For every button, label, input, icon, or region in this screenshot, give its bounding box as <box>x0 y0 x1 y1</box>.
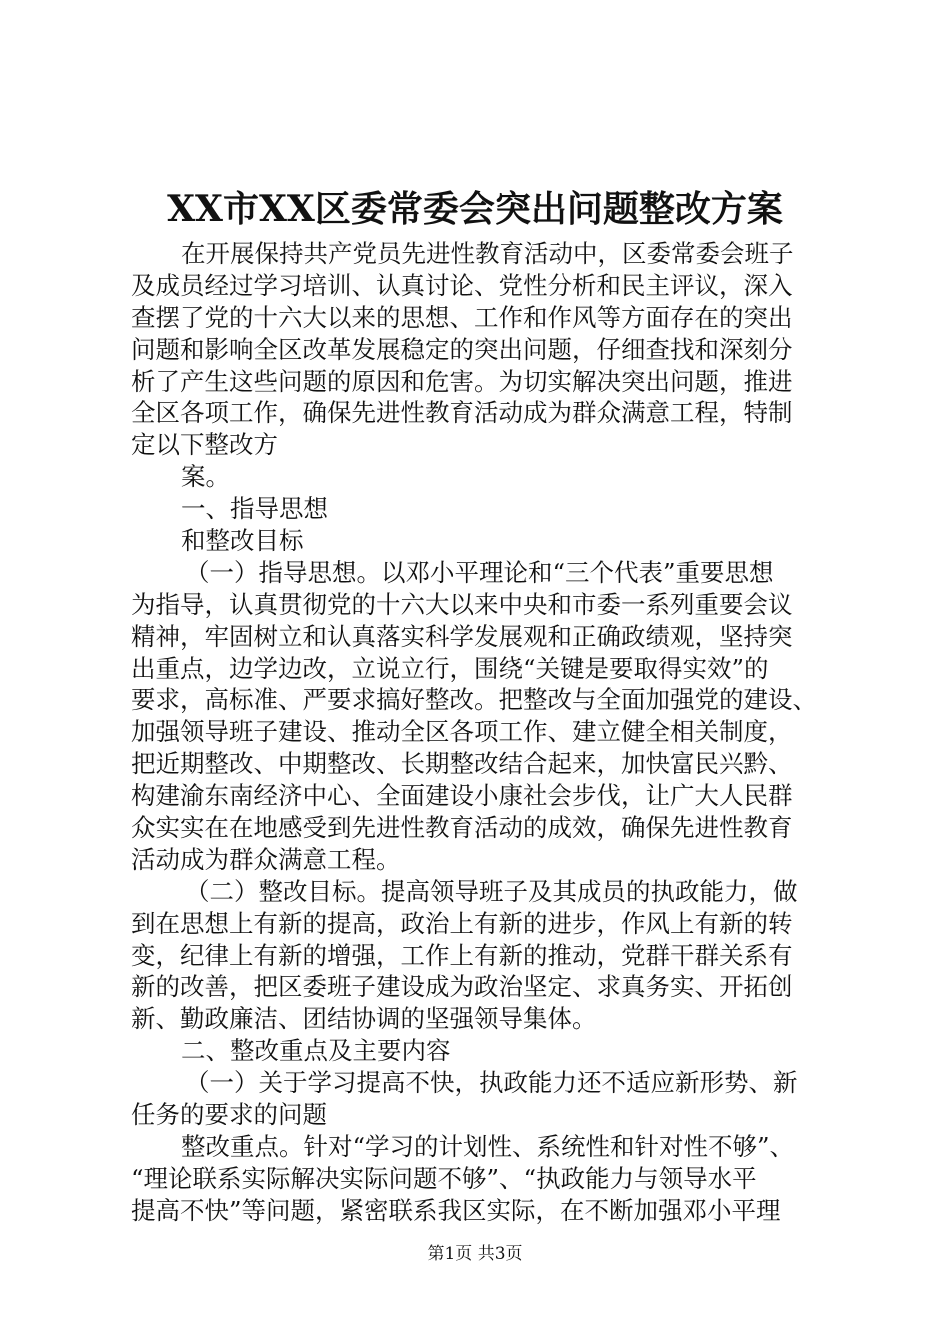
paragraph-line: 及成员经过学习培训、认真讨论、党性分析和民主评议，深入 <box>131 270 793 300</box>
paragraph-line: （一）关于学习提高不快，执政能力还不适应新形势、新 <box>185 1068 798 1098</box>
paragraph-line: （二）整改目标。提高领导班子及其成员的执政能力，做 <box>185 876 798 906</box>
document-title: XX市XX区委常委会突出问题整改方案 <box>167 188 783 230</box>
paragraph-line: 构建渝东南经济中心、全面建设小康社会步伐，让广大人民群 <box>131 781 793 811</box>
section-heading: 一、指导思想 <box>181 494 328 524</box>
paragraph-line: 全区各项工作，确保先进性教育活动成为群众满意工程，特制 <box>131 398 793 428</box>
paragraph-line: 众实实在在地感受到先进性教育活动的成效，确保先进性教育 <box>131 813 793 843</box>
paragraph-line: 活动成为群众满意工程。 <box>131 844 401 874</box>
paragraph-line: 出重点，边学边改，立说立行，围绕“关键是要取得实效”的 <box>131 653 769 683</box>
paragraph-line: 提高不快”等问题，紧密联系我区实际，在不断加强邓小平理 <box>131 1195 781 1225</box>
paragraph-line: 精神，牢固树立和认真落实科学发展观和正确政绩观，坚持突 <box>131 621 793 651</box>
paragraph-line: 加强领导班子建设、推动全区各项工作、建立健全相关制度， <box>131 717 793 747</box>
paragraph-line: 新、勤政廉洁、团结协调的坚强领导集体。 <box>131 1004 597 1034</box>
paragraph-line: 在开展保持共产党员先进性教育活动中，区委常委会班子 <box>181 239 794 268</box>
section-heading: 二、整改重点及主要内容 <box>181 1036 451 1066</box>
paragraph-line: 查摆了党的十六大以来的思想、工作和作风等方面存在的突出 <box>131 302 793 332</box>
page-number-footer: 第1页 共3页 <box>427 1244 523 1264</box>
paragraph-line: （一）指导思想。以邓小平理论和“三个代表”重要思想 <box>185 557 774 587</box>
paragraph-line: 整改重点。针对“学习的计划性、系统性和针对性不够”、 <box>181 1131 795 1161</box>
paragraph-line: 定以下整改方 <box>131 430 278 460</box>
paragraph-line: 要求，高标准、严要求搞好整改。把整改与全面加强党的建设、 <box>131 685 817 715</box>
section-heading: 和整改目标 <box>181 526 304 556</box>
paragraph-line: 案。 <box>181 462 230 492</box>
paragraph-line: 变，纪律上有新的增强，工作上有新的推动，党群干群关系有 <box>131 940 793 970</box>
paragraph-line: “理论联系实际解决实际问题不够”、“执政能力与领导水平 <box>131 1163 757 1193</box>
paragraph-line: 任务的要求的问题 <box>131 1100 327 1130</box>
document-body <box>131 238 851 1227</box>
paragraph-line: 到在思想上有新的提高，政治上有新的进步，作风上有新的转 <box>131 908 793 938</box>
paragraph-line: 为指导，认真贯彻党的十六大以来中央和市委一系列重要会议 <box>131 589 793 619</box>
paragraph-line: 析了产生这些问题的原因和危害。为切实解决突出问题，推进 <box>131 366 793 396</box>
paragraph-line: 问题和影响全区改革发展稳定的突出问题，仔细查找和深刻分 <box>131 334 793 364</box>
paragraph-line: 新的改善，把区委班子建设成为政治坚定、求真务实、开拓创 <box>131 972 793 1002</box>
paragraph-line: 把近期整改、中期整改、长期整改结合起来，加快富民兴黔、 <box>131 749 793 779</box>
